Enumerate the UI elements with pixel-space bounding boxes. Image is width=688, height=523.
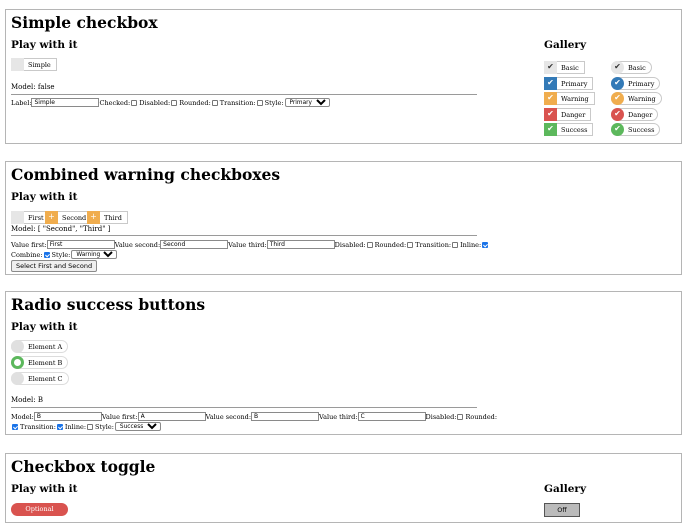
style-label: Style: bbox=[95, 422, 114, 431]
simple-checkbox-panel bbox=[5, 9, 682, 144]
value-first-input[interactable] bbox=[47, 240, 115, 249]
model-output: Model: false bbox=[11, 83, 55, 91]
play-heading: Play with it bbox=[11, 321, 78, 333]
value-second-input[interactable] bbox=[251, 412, 319, 421]
checkbox-second[interactable]: + Second bbox=[45, 211, 92, 224]
rounded-checkbox[interactable] bbox=[407, 242, 413, 248]
radio-element-a[interactable]: Element A bbox=[11, 340, 68, 353]
plus-icon: + bbox=[45, 211, 58, 224]
checked-label: Checked: bbox=[99, 98, 131, 107]
radio-element-c[interactable]: Element C bbox=[11, 372, 69, 385]
combine-checkbox[interactable] bbox=[44, 252, 50, 258]
inline-checkbox[interactable] bbox=[482, 242, 488, 248]
check-icon: ✔ bbox=[611, 61, 624, 74]
value-second-label: Value second: bbox=[205, 412, 252, 421]
style-select[interactable] bbox=[71, 250, 117, 259]
divider bbox=[11, 235, 477, 236]
disabled-label: Disabled: bbox=[334, 240, 366, 249]
value-first-input[interactable] bbox=[138, 412, 206, 421]
play-heading: Play with it bbox=[11, 191, 78, 203]
transition-checkbox[interactable] bbox=[12, 424, 18, 430]
inline-checkbox[interactable] bbox=[57, 424, 63, 430]
section-title: Simple checkbox bbox=[11, 13, 158, 32]
checkbox-label: Simple bbox=[28, 60, 51, 69]
play-heading: Play with it bbox=[11, 483, 78, 495]
radio-element-b[interactable]: Element B bbox=[11, 356, 68, 369]
gallery-heading: Gallery bbox=[544, 39, 587, 51]
disabled-label: Disabled: bbox=[139, 98, 171, 107]
value-first-label: Value first: bbox=[101, 412, 138, 421]
check-icon: ✔ bbox=[544, 123, 557, 136]
section-title: Checkbox toggle bbox=[11, 457, 156, 476]
gallery-primary-square[interactable]: ✔ Primary bbox=[544, 77, 593, 90]
radio-dot bbox=[11, 372, 24, 385]
controls-row bbox=[11, 98, 330, 107]
value-third-input[interactable] bbox=[358, 412, 426, 421]
model-output: Model: [ "Second", "Third" ] bbox=[11, 225, 111, 233]
play-heading: Play with it bbox=[11, 39, 78, 51]
check-icon: ✔ bbox=[544, 108, 557, 121]
check-icon: ✔ bbox=[544, 77, 557, 90]
radio-dot bbox=[11, 340, 24, 353]
gallery-primary-rounded[interactable]: ✔ Primary bbox=[611, 77, 660, 90]
value-second-input[interactable] bbox=[160, 240, 228, 249]
inline-label: Inline: bbox=[460, 240, 482, 249]
gallery-basic-square[interactable]: ✔ Basic bbox=[544, 61, 585, 74]
radio-dot-selected bbox=[11, 356, 24, 369]
label-input[interactable] bbox=[31, 98, 99, 107]
value-third-label: Value third: bbox=[319, 412, 358, 421]
combine-label: Combine: bbox=[11, 250, 43, 259]
transition-checkbox[interactable] bbox=[257, 100, 263, 106]
style-label: Style: bbox=[51, 250, 71, 259]
checked-checkbox[interactable] bbox=[131, 100, 137, 106]
divider bbox=[11, 94, 477, 95]
check-icon: ✔ bbox=[611, 123, 624, 136]
check-icon: ✔ bbox=[611, 77, 624, 90]
gallery-success-rounded[interactable]: ✔ Success bbox=[611, 123, 660, 136]
gallery-warning-rounded[interactable]: ✔ Warning bbox=[611, 92, 662, 105]
rounded-checkbox[interactable] bbox=[212, 100, 218, 106]
rounded-label: Rounded: bbox=[374, 240, 407, 249]
gallery-danger-rounded[interactable]: ✔ Danger bbox=[611, 108, 658, 121]
value-third-label: Value third: bbox=[228, 240, 267, 249]
gallery-heading: Gallery bbox=[544, 483, 587, 495]
controls-row-1 bbox=[11, 240, 490, 249]
gallery-danger-square[interactable]: ✔ Danger bbox=[544, 108, 591, 121]
simple-checkbox[interactable] bbox=[11, 58, 57, 71]
transition-label: Transition: bbox=[415, 240, 452, 249]
rounded-label: Rounded: bbox=[465, 412, 498, 421]
check-icon: ✔ bbox=[611, 108, 624, 121]
transition-checkbox[interactable] bbox=[452, 242, 458, 248]
label-label: Label: bbox=[11, 98, 32, 107]
inline-label: Inline: bbox=[64, 422, 87, 431]
checkbox-box bbox=[11, 211, 24, 224]
model-input[interactable] bbox=[34, 412, 102, 421]
model-output: Model: B bbox=[11, 396, 43, 404]
value-first-label: Value first: bbox=[11, 240, 47, 249]
combined-warning-panel bbox=[5, 161, 682, 275]
transition-label: Transition: bbox=[219, 98, 256, 107]
optional-toggle[interactable]: Optional bbox=[11, 503, 68, 516]
style-select[interactable] bbox=[115, 422, 161, 431]
gallery-basic-rounded[interactable]: ✔ Basic bbox=[611, 61, 652, 74]
controls-row-2 bbox=[11, 250, 117, 259]
check-icon: ✔ bbox=[544, 92, 557, 105]
checkbox-toggle-panel bbox=[5, 453, 682, 523]
off-toggle[interactable]: Off bbox=[544, 503, 580, 517]
controls-row-1 bbox=[11, 412, 497, 421]
gallery-success-square[interactable]: ✔ Success bbox=[544, 123, 593, 136]
transition-label: Transition: bbox=[20, 422, 56, 431]
checkbox-third[interactable]: + Third bbox=[87, 211, 128, 224]
radio-success-panel bbox=[5, 291, 682, 435]
section-title: Radio success buttons bbox=[11, 295, 206, 314]
disabled-label: Disabled: bbox=[425, 412, 457, 421]
check-icon: ✔ bbox=[611, 92, 624, 105]
checkbox-box bbox=[11, 58, 24, 71]
check-icon: ✔ bbox=[544, 61, 557, 74]
model-label: Model: bbox=[11, 412, 34, 421]
gallery-warning-square[interactable]: ✔ Warning bbox=[544, 92, 595, 105]
select-first-second-button[interactable]: Select First and Second bbox=[11, 260, 97, 272]
controls-row-2 bbox=[11, 422, 161, 431]
section-title: Combined warning checkboxes bbox=[11, 165, 281, 184]
rounded-label: Rounded: bbox=[179, 98, 211, 107]
plus-icon: + bbox=[87, 211, 100, 224]
value-third-input[interactable] bbox=[267, 240, 335, 249]
style-select[interactable] bbox=[285, 98, 330, 107]
disabled-checkbox[interactable] bbox=[171, 100, 177, 106]
style-checkbox[interactable] bbox=[87, 424, 93, 430]
value-second-label: Value second: bbox=[114, 240, 161, 249]
disabled-checkbox[interactable] bbox=[457, 414, 463, 420]
checkbox-first[interactable]: First bbox=[11, 211, 50, 224]
disabled-checkbox[interactable] bbox=[367, 242, 373, 248]
style-label: Style: bbox=[264, 98, 284, 107]
divider bbox=[11, 407, 477, 408]
